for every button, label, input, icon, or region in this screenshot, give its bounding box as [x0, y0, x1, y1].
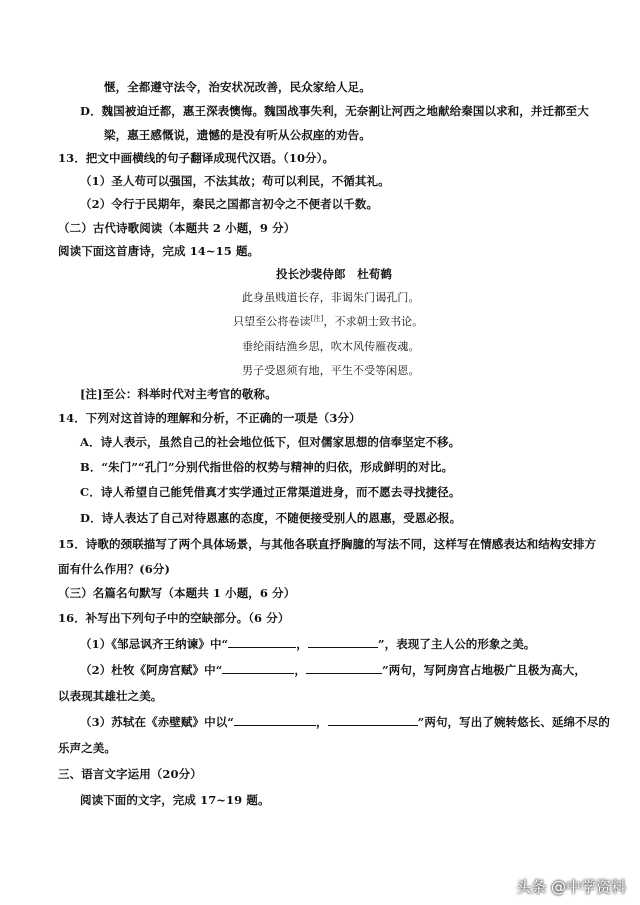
- fill-blank[interactable]: [328, 714, 418, 726]
- q12-option-d-line1: D．魏国被迫迁都，惠王深表懊悔。魏国战事失利，无奈割让河西之地献给秦国以求和，并迁都至大: [80, 104, 589, 118]
- part-three-instruction: 阅读下面的文字，完成 17~19 题。: [80, 793, 270, 807]
- section-recitation-heading: （三）名篇名句默写（本题共 1 小题，6 分）: [58, 586, 296, 600]
- comma-separator: ，: [296, 637, 308, 651]
- q12-option-d-line2: 梁，惠王感慨说，遗憾的是没有听从公叔座的劝告。: [104, 128, 371, 142]
- fill-blank[interactable]: [228, 636, 296, 648]
- poem-note-marker: [注]: [310, 314, 324, 323]
- comma-separator: ，: [294, 663, 307, 677]
- poem-title: 投长沙裴侍郎 杜荀鹤: [276, 267, 392, 281]
- fill-blank[interactable]: [234, 714, 316, 726]
- q14-option-b: B．“朱门”“孔门”分别代指世俗的权势与精神的归依，形成鲜明的对比。: [80, 460, 454, 474]
- comma-separator: ，: [316, 715, 328, 729]
- poem-line-4: 男子受恩须有地，平生不受等闲恩。: [242, 364, 420, 377]
- q12-option-c-continuation: 惬，全都遵守法令，治安状况改善，民众家给人足。: [104, 80, 371, 94]
- q16-item-3-prefix: （3）苏轼在《赤壁赋》中以“: [80, 715, 235, 729]
- q15-line-1: 15．诗歌的颈联描写了两个具体场景，与其他各联直抒胸臆的写法不同，这样写在情感表达和结构安排方: [58, 537, 597, 551]
- q14-option-d: D．诗人表达了自己对待恩惠的态度，不随便接受别人的恩惠，受恩必报。: [80, 511, 462, 525]
- fill-blank[interactable]: [306, 662, 382, 674]
- q16-item-3: [80, 714, 610, 730]
- poem-line-1: 此身虽贱道长存，非谒朱门谒孔门。: [242, 291, 420, 304]
- section-poetry-heading: （二）古代诗歌阅读（本题共 2 小题，9 分）: [58, 221, 296, 235]
- q16-item-2-suffix: ”两句，写阿房宫占地极广且极为高大，: [382, 663, 586, 677]
- fill-blank[interactable]: [308, 636, 378, 648]
- q14-option-c: C．诗人希望自己能凭借真才实学通过正常渠道进身，而不愿去寻找捷径。: [80, 485, 461, 499]
- q16-item-1: [80, 636, 535, 652]
- q16-item-2-prefix: （2）杜牧《阿房宫赋》中“: [80, 663, 223, 677]
- q13-sentence-1: （1）圣人苟可以强国，不法其故；苟可以利民，不循其礼。: [80, 174, 390, 188]
- poem-line-2-part-b: ，不求朝士致书论。: [323, 315, 424, 328]
- q16-item-2-continuation: 以表现其雄壮之美。: [58, 689, 163, 703]
- section-poetry-instruction: 阅读下面这首唐诗，完成 14~15 题。: [58, 244, 260, 258]
- q14-option-a: A．诗人表示，虽然自己的社会地位低下，但对儒家思想的信奉坚定不移。: [80, 435, 461, 449]
- fill-blank[interactable]: [222, 662, 294, 674]
- q16-stem: 16．补写出下列句子中的空缺部分。（6 分）: [58, 611, 290, 625]
- q16-item-3-suffix: ”两句，写出了婉转悠长、延绵不尽的: [417, 715, 610, 729]
- q13-stem: 13．把文中画横线的句子翻译成现代汉语。（10分）。: [58, 151, 335, 165]
- q16-item-3-continuation: 乐声之美。: [58, 741, 116, 755]
- q13-sentence-2: （2）令行于民期年，秦民之国都言初令之不便者以千数。: [80, 197, 379, 211]
- poem-line-2-part-a: 只望至公将卷读: [233, 315, 311, 328]
- watermark: 头条 @中学资料: [516, 878, 626, 896]
- q16-item-1-prefix: （1）《邹忌讽齐王纳谏》中“: [80, 637, 229, 651]
- poem-footnote: [注]至公：科举时代对主考官的敬称。: [80, 387, 277, 401]
- poem-line-3: 垂纶雨结渔乡思，吹木风传雁夜魂。: [242, 340, 420, 353]
- part-three-heading: 三、语言文字运用（20分）: [58, 767, 202, 781]
- q14-stem: 14．下列对这首诗的理解和分析，不正确的一项是（3分）: [58, 411, 361, 425]
- q16-item-2: [80, 662, 586, 678]
- poem-line-2: [233, 314, 423, 330]
- q15-line-2: 面有什么作用？(6分): [58, 562, 170, 576]
- q16-item-1-suffix: ”，表现了主人公的形象之美。: [377, 637, 536, 651]
